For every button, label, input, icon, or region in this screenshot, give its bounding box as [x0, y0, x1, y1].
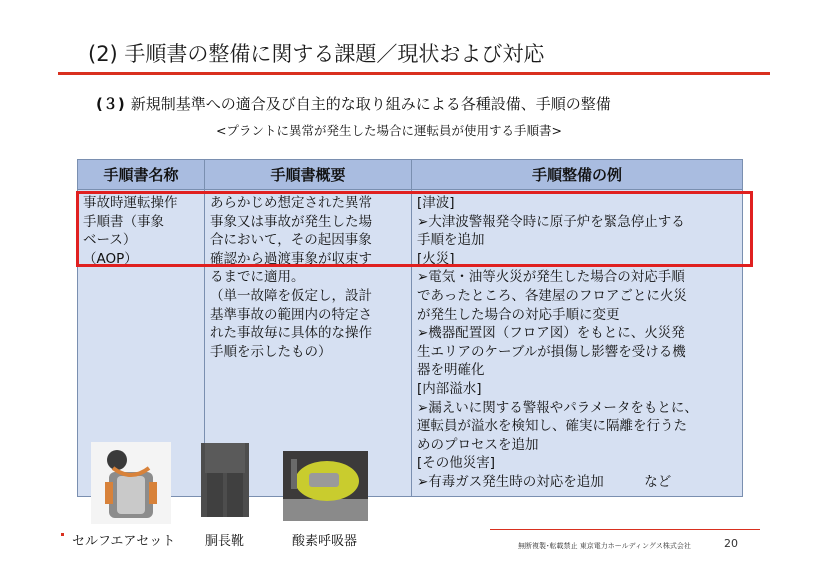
name-line: （AOP）: [83, 250, 138, 267]
example-line: [津波]: [417, 195, 455, 211]
bullet-mark: [61, 533, 64, 536]
example-line: 器を明確化: [417, 362, 485, 379]
waders-image: [201, 443, 249, 517]
oxygen-respirator-image: [283, 451, 368, 521]
header-procedure-examples: 手順整備の例: [412, 160, 742, 190]
example-line: であったところ、各建屋のフロアごとに火災: [417, 287, 687, 304]
example-line: [その他災害]: [417, 455, 496, 472]
header-procedure-summary: 手順書概要: [205, 160, 411, 190]
waders-icon: [201, 443, 249, 517]
title-underline: [58, 72, 770, 75]
example-line: めのプロセスを追加: [417, 436, 539, 453]
example-line: [内部溢水]: [417, 380, 482, 397]
air-set-icon: [91, 442, 171, 524]
example-line: ➢大津波警報発令時に原子炉を緊急停止する: [417, 213, 685, 230]
footer-rule: [490, 529, 760, 530]
example-line: ➢有毒ガス発生時の対応を追加 など: [417, 473, 672, 490]
summary-line: 確認から過渡事象が収束す: [210, 250, 372, 267]
summary-line: （単一故障を仮定し，設計: [210, 287, 372, 304]
section-number: (３): [96, 95, 125, 113]
caption-air-set: セルフエアセット: [72, 534, 176, 549]
section-subtitle: [96, 93, 611, 114]
header-procedure-name: 手順書名称: [78, 160, 204, 190]
highlight-box: [76, 191, 753, 267]
example-line: ➢機器配置図（フロア図）をもとに、火災発: [417, 325, 685, 342]
name-line: ベース）: [83, 232, 137, 249]
respirator-icon: [283, 451, 368, 521]
example-line: [火災]: [417, 250, 455, 267]
page-number: 20: [724, 537, 738, 550]
caption-waders: 胴長靴: [205, 534, 245, 549]
slide-title: (2) 手順書の整備に関する課題／現状および対応: [88, 42, 545, 66]
example-line: 手順を追加: [417, 232, 485, 249]
example-line: ➢漏えいに関する警報やパラメータをもとに、: [417, 399, 698, 416]
example-line: 生エリアのケーブルが損傷し影響を受ける機: [417, 343, 686, 360]
self-contained-breathing-apparatus-image: [91, 442, 171, 524]
summary-line: れた事故毎に具体的な操作: [210, 325, 372, 342]
summary-line: るまでに適用。: [210, 269, 305, 286]
example-line: 運転員が溢水を検知し、確実に隔離を行うた: [417, 418, 687, 435]
example-line: ➢電気・油等火災が発生した場合の対応手順: [417, 269, 685, 286]
name-line: 事故時運転操作: [83, 195, 178, 211]
example-line: が発生した場合の対応手順に変更: [417, 306, 620, 323]
table-caption: <プラントに異常が発生した場合に運転員が使用する手順書>: [216, 123, 562, 138]
summary-line: 合において，その起因事象: [210, 232, 372, 249]
summary-line: あらかじめ想定された異常: [210, 195, 372, 211]
name-line: 手順書（事象: [83, 213, 164, 230]
section-subtitle-text: 新規制基準への適合及び自主的な取り組みによる各種設備、手順の整備: [130, 95, 611, 113]
footer-copyright: 無断複製･転載禁止 東京電力ホールディングス株式会社: [518, 542, 691, 550]
summary-line: 基準事故の範囲内の特定さ: [210, 306, 372, 323]
caption-respirator: 酸素呼吸器: [292, 534, 358, 549]
summary-line: 事象又は事故が発生した場: [210, 213, 372, 230]
summary-line: 手順を示したもの）: [210, 343, 332, 360]
